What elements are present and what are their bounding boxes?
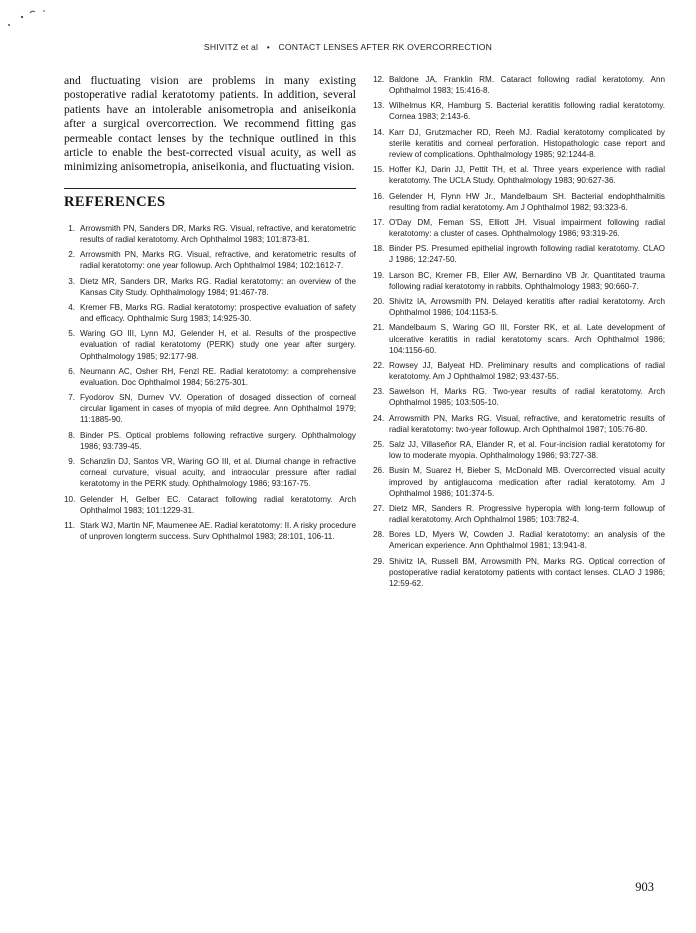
reference-item <box>373 386 665 408</box>
reference-item <box>373 360 665 382</box>
reference-number: 19. <box>373 270 385 280</box>
references-list-right <box>373 74 665 589</box>
reference-number: 28. <box>373 530 385 540</box>
reference-text: Gelender H, Flynn HW Jr., Mandelbaum SH. Bacterial endophthalmitis resulting from radial keratotomy. Am J Ophthalmol 1982; 93:323-6. <box>389 191 665 212</box>
header-author: SHIVITZ et al <box>203 42 259 52</box>
reference-item <box>64 366 356 388</box>
body-paragraph: and fluctuating vision are problems in many existing postoperative radial keratotomy patients. In addition, several patients have an intolerable anisometropia and aniseikonia after a surgical overcorrection. We recommend fitting gas permeable contact lenses by the technique outlined in this article to enable the best-corrected visual acuity, as well as minimizing anisometropia, aniseikonia, and fluctuating vision. <box>64 74 356 174</box>
reference-number: 15. <box>373 165 385 175</box>
reference-number: 12. <box>373 75 385 84</box>
reference-item <box>373 529 665 551</box>
reference-text: Baldone JA, Franklin RM. Cataract following radial keratotomy. Ann Ophthalmol 1983; 15:416-8. <box>389 75 665 96</box>
reference-text: Sawelson H, Marks RG. Two-year results of radial keratotomy. Arch Ophthalmol 1985; 103:505-10. <box>389 387 665 408</box>
reference-item <box>64 520 356 542</box>
reference-text: Larson BC, Kremer FB, Eller AW, Bernardino VB Jr. Quantitated trauma following radial keratotomy in rabbits. Ophthalmology 1983; 90:660-7. <box>389 270 665 291</box>
reference-item <box>373 465 665 498</box>
reference-text: Schanzlin DJ, Santos VR, Waring GO III, et al. Diurnal change in refractive corneal curvature, visual acuity, and intraocular pressure after radial keratotomy in the PERK study. Ophthalmology 1986; 93:167-75. <box>80 457 356 489</box>
reference-text: Neumann AC, Osher RH, Fenzl RE. Radial keratotomy: a comprehensive evaluation. Doc Ophthalmol 1984; 56:275-301. <box>80 366 356 387</box>
reference-number: 4. <box>68 302 75 312</box>
reference-number: 7. <box>68 393 75 403</box>
reference-text: Karr DJ, Grutzmacher RD, Reeh MJ. Radial keratotomy complicated by sterile keratitis and corneal perforation. Histopathologic case report and review of complications. Ophthalmology 1985; 92:1244-8. <box>389 127 665 159</box>
reference-text: Wilhelmus KR, Hamburg S. Bacterial keratitis following radial keratotomy. Cornea 1983; 2:143-6. <box>389 101 665 122</box>
reference-item <box>373 191 665 213</box>
reference-number: 22. <box>373 360 385 370</box>
reference-item <box>64 430 356 452</box>
reference-number: 20. <box>373 297 385 307</box>
reference-text: Shivitz IA, Arrowsmith PN. Delayed keratitis after radial keratotomy. Arch Ophthalmol 1986; 104:1153-5. <box>389 297 665 318</box>
reference-number: 24. <box>373 413 385 423</box>
reference-item <box>373 322 665 355</box>
reference-text: Arrowsmith PN, Marks RG. Visual, refractive, and keratometric results of radial keratotomy: two-year followup. Arch Ophthalmol 1987; 105:76-80. <box>389 413 665 434</box>
reference-number: 27. <box>373 503 385 513</box>
reference-number: 3. <box>68 276 75 286</box>
reference-item <box>64 494 356 516</box>
reference-item <box>64 249 356 271</box>
reference-number: 26. <box>373 466 385 476</box>
reference-item <box>64 392 356 425</box>
running-header <box>0 42 696 52</box>
reference-item <box>373 74 665 96</box>
reference-text: Bores LD, Myers W, Cowden J. Radial keratotomy: an analysis of the American experience. Ann Ophthalmol 1981; 13:941-8. <box>389 530 665 551</box>
reference-number: 29. <box>373 556 385 566</box>
section-divider <box>64 188 356 189</box>
reference-text: Waring GO III, Lynn MJ, Gelender H, et al. Results of the prospective evaluation of radial keratotomy (PERK) study one year after surgery. Ophthalmology 1985; 92:177-98. <box>80 329 356 361</box>
right-column <box>373 74 665 593</box>
references-list-left <box>64 223 356 542</box>
reference-item <box>64 302 356 324</box>
reference-item <box>64 223 356 245</box>
reference-number: 13. <box>373 101 385 111</box>
reference-number: 25. <box>373 440 385 450</box>
reference-text: Dietz MR, Sanders DR, Marks RG. Radial keratotomy: an overview of the Kansas City Study. Ophthalmology 1984; 91:467-78. <box>80 276 356 297</box>
reference-text: Stark WJ, Martin NF, Maumenee AE. Radial keratotomy: II. A risky procedure of unproven longterm success. Surv Ophthalmol 1983; 28:101, 106-11. <box>80 520 356 541</box>
references-heading: REFERENCES <box>64 193 166 210</box>
reference-number: 16. <box>373 191 385 201</box>
reference-text: Binder PS. Presumed epithelial ingrowth following radial keratotomy. CLAO J 1986; 12:247-50. <box>389 244 665 265</box>
reference-number: 5. <box>68 329 75 339</box>
reference-item <box>373 503 665 525</box>
reference-text: O'Day DM, Feman SS, Elliott JH. Visual impairment following radial keratotomy: a cluster of cases. Ophthalmology 1986; 93:319-26. <box>389 217 665 239</box>
page-number: 903 <box>635 880 654 894</box>
reference-item <box>64 328 356 361</box>
reference-item <box>373 270 665 292</box>
reference-text: Salz JJ, Villaseñor RA, Elander R, et al. Four-incision radial keratotomy for low to moderate myopia. Ophthalmology 1986; 93:727-38. <box>389 440 665 461</box>
reference-number: 23. <box>373 387 385 397</box>
scan-artifact-marks <box>0 0 60 40</box>
reference-text: Shivitz IA, Russell BM, Arrowsmith PN, Marks RG. Optical correction of postoperative radial keratotomy patients with contact lenses. CLAO J 1986; 12:59-62. <box>389 556 665 588</box>
reference-text: Dietz MR, Sanders R. Progressive hyperopia with long-term followup of radial keratotomy. Arch Ophthalmol 1985; 103:782-4. <box>389 503 665 524</box>
reference-text: Arrowsmith PN, Sanders DR, Marks RG. Visual, refractive, and keratometric results of radial keratotomy. Arch Ophthalmol 1983; 101:873-81. <box>80 223 356 244</box>
reference-item <box>373 439 665 461</box>
reference-number: 17. <box>373 217 385 227</box>
reference-item <box>373 164 665 186</box>
reference-number: 9. <box>68 457 75 467</box>
reference-text: Busin M, Suarez H, Bieber S, McDonald MB. Overcorrected visual acuity improved by antiglaucoma medication after radial keratotomy. Am J Ophthalmol 1986; 101:374-5. <box>389 466 665 498</box>
reference-text: Binder PS. Optical problems following refractive surgery. Ophthalmology 1986; 93:739-45. <box>80 430 356 451</box>
reference-item <box>373 217 665 239</box>
reference-text: Gelender H, Gelber EC. Cataract following radial keratotomy. Arch Ophthalmol 1983; 101:1229-31. <box>80 494 356 515</box>
reference-number: 8. <box>68 430 75 440</box>
header-title: CONTACT LENSES AFTER RK OVERCORRECTION <box>278 42 493 52</box>
reference-item <box>373 243 665 265</box>
reference-number: 10. <box>64 494 76 504</box>
left-column <box>64 74 356 546</box>
reference-text: Fyodorov SN, Durnev VV. Operation of dosaged dissection of corneal circular ligament in cases of myopia of mild degree. Ann Ophthalmol 1979; 11:1885-90. <box>80 393 356 425</box>
reference-number: 1. <box>68 223 75 233</box>
reference-number: 2. <box>68 250 75 260</box>
reference-item <box>373 100 665 122</box>
reference-item <box>64 276 356 298</box>
reference-number: 18. <box>373 244 385 254</box>
reference-number: 14. <box>373 127 385 137</box>
reference-text: Arrowsmith PN, Marks RG. Visual, refractive, and keratometric results of radial keratotomy: one year followup. Arch Ophthalmol 1984; 102:1612-7. <box>80 250 356 271</box>
reference-item <box>373 127 665 160</box>
reference-item <box>373 413 665 435</box>
header-separator: • <box>266 42 270 52</box>
reference-text: Hoffer KJ, Darin JJ, Pettit TH, et al. Three years experience with radial keratotomy. The UCLA Study. Ophthalmology 1983; 90:627-36. <box>389 165 665 186</box>
reference-number: 11. <box>64 520 75 530</box>
reference-item <box>64 456 356 489</box>
reference-text: Rowsey JJ, Balyeat HD. Preliminary results and complications of radial keratotomy. Am J Ophthalmol 1982; 93:437-55. <box>389 360 665 382</box>
reference-text: Kremer FB, Marks RG. Radial keratotomy: prospective evaluation of safety and efficacy. Ophthalmic Surg 1983; 14:925-30. <box>80 302 356 324</box>
reference-number: 21. <box>373 323 385 333</box>
reference-item <box>373 556 665 589</box>
reference-number: 6. <box>68 366 75 376</box>
reference-item <box>373 296 665 318</box>
reference-text: Mandelbaum S, Waring GO III, Forster RK, et al. Late development of ulcerative keratitis in radial keratotomy scars. Arch Ophthalmol 1986; 104:1156-60. <box>389 323 665 355</box>
